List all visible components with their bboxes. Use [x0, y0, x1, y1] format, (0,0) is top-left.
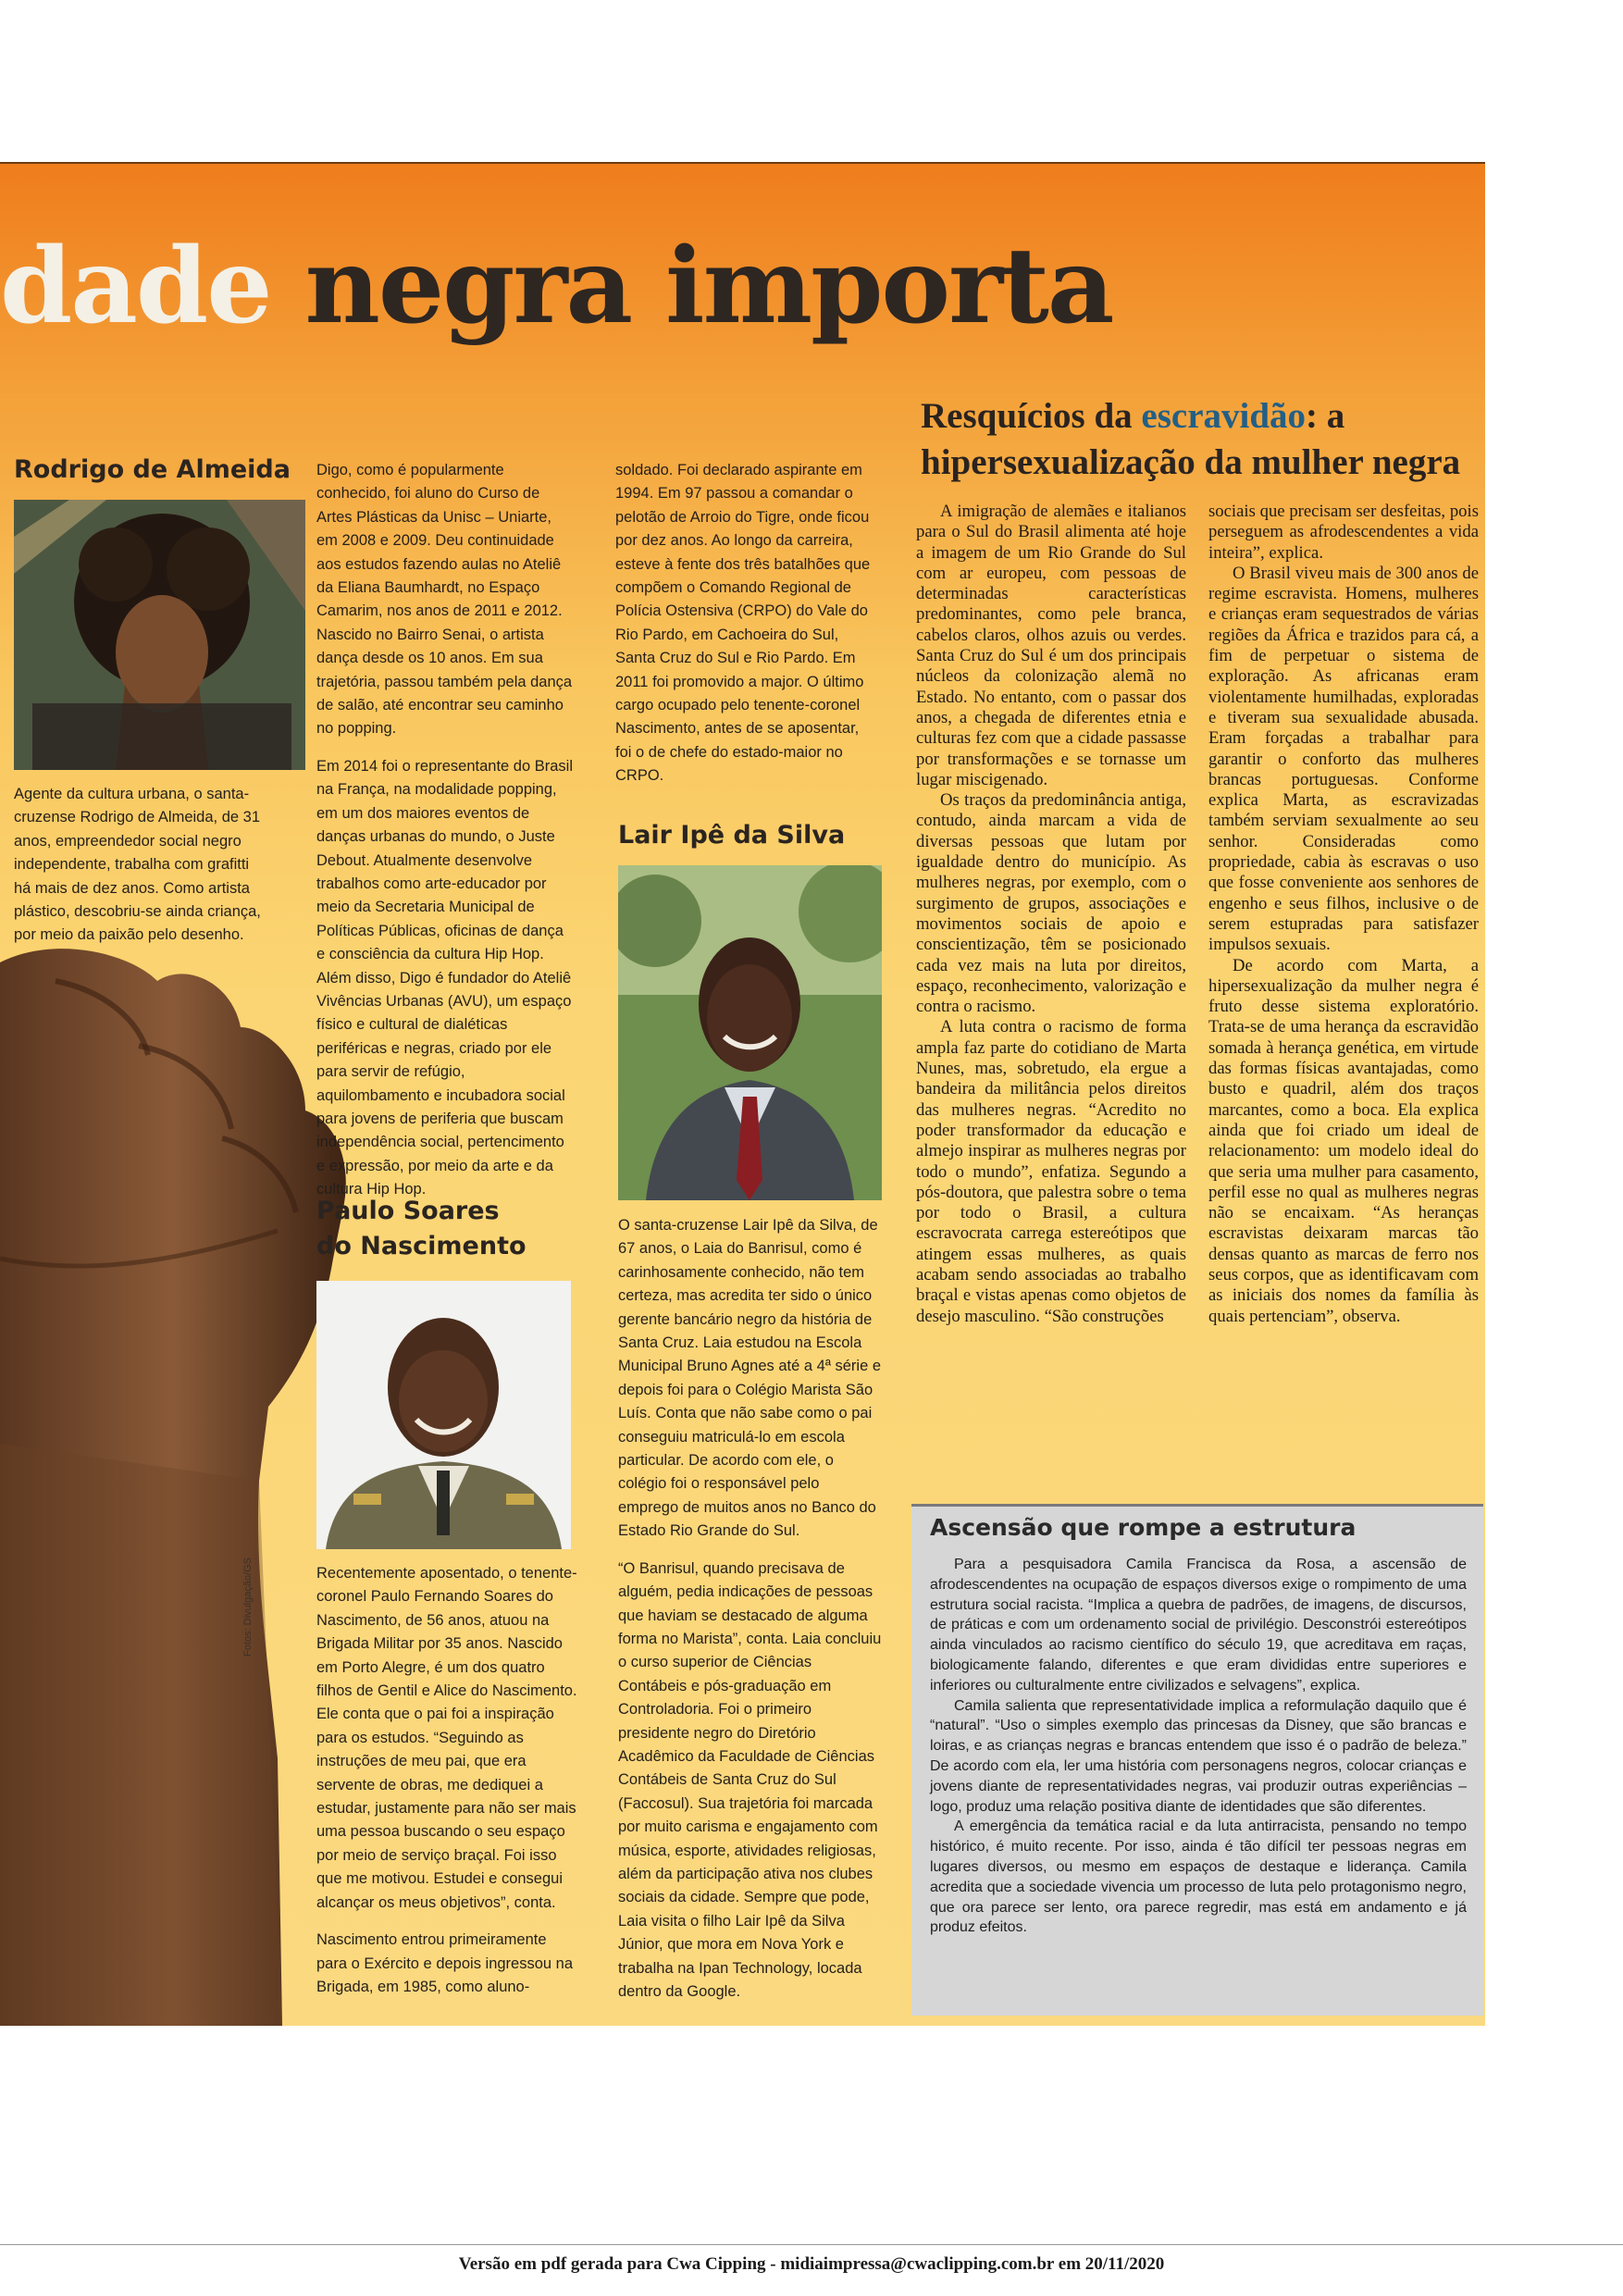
- paulo-name-heading: [316, 1194, 527, 1264]
- paulo-photo: [316, 1281, 571, 1549]
- sidebar-box: [911, 1504, 1483, 2016]
- article-paragraph: A luta contra o racismo de forma ampla faz parte do cotidiano de Marta Nunes, mas, sobretudo, ela ergue a bandeira da militância pelos direitos das mulheres negras. “Acredito no poder transformador da educação e almejo inspirar as mulheres negras por todo o mundo”, enfatiza. Segundo a pós-doutora, que palestra sobre o tema por todo o Brasil, a cultura escravocrata carrega estereótipos que atingem essas mulheres, as quais acabam sendo associadas ao trabalho braçal e vistas apenas como objetos de desejo masculino. “São construções: [916, 1017, 1186, 1326]
- rodrigo-name-heading: Rodrigo de Almeida: [14, 455, 291, 484]
- paulo-bio-continued: soldado. Foi declarado aspirante em 1994. Em 97 passou a comandar o pelotão de Arroio do Tigre, onde ficou por dez anos. Ao longo da carreira, esteve à fente dos três batalhões que compõem o Comando Regional de Polícia Ostensiva (CRPO) do Vale do Rio Pardo, em Cachoeira do Sul, Santa Cruz do Sul e Rio Pardo. Em 2011 foi promovido a major. O último cargo ocupado pelo tenente-coronel Nascimento, antes de se aposentar, foi o de chefe do estado-maior no CRPO.: [615, 462, 871, 785]
- headline-part-light: dade: [0, 226, 305, 347]
- lair-photo: [618, 865, 882, 1200]
- top-rule: [0, 162, 1485, 164]
- paulo-name-line1: Paulo Soares: [316, 1197, 500, 1225]
- lair-bio-paragraph: O santa-cruzense Lair Ipê da Silva, de 67 anos, o Laia do Banrisul, como é carinhosamente conhecido, não tem certeza, mas acredita ter sido o único gerente bancário negro da história de Santa Cruz. Laia estudou na Escola Municipal Bruno Agnes até a 4ª série e depois foi para o Colégio Marista São Luís. Conta que não sabe como o pai conseguiu matriculá-lo em escola particular. De acordo com ele, o colégio foi o responsável pelo emprego de muitos anos no Banco do Estado Rio Grande do Sul.: [618, 1217, 882, 1540]
- rodrigo-bio-paragraph: Digo, como é popularmente conhecido, foi aluno do Curso de Artes Plásticas da Unisc – Uniarte, em 2008 e 2009. Deu continuidade aos estudos fazendo aulas no Ateliê da Eliana Baumhardt, no Espaço Camarim, nos anos de 2011 e 2012. Nascido no Bairro Senai, o artista dança desde os 10 anos. Em sua trajetória, passou também pela dança de salão, até encontrar seu caminho no popping.: [316, 462, 573, 738]
- lair-bio-paragraph: “O Banrisul, quando precisava de alguém, pedia indicações de pessoas que haviam se destacado de alguma forma no Marista”, conta. Laia concluiu o curso superior de Ciências Contábeis e pós-graduação em Controladoria. Foi o primeiro presidente negro do Diretório Acadêmico da Faculdade de Ciências Contábeis de Santa Cruz do Sul (Faccosul). Sua trajetória foi marcada por muito carisma e engajamento com música, esporte, atividades religiosas, além da participação ativa nos clubes sociais da cidade. Sempre que pode, Laia visita o filho Lair Ipê da Silva Júnior, que mora em Nova York e trabalha na Ipan Technology, locada dentro da Google.: [618, 1559, 882, 2000]
- article-paragraph: De acordo com Marta, a hipersexualização da mulher negra é fruto desse sistema exploratório. Trata-se de uma herança da escravidão somada à herança genética, em virtude das formas físicas avantajadas, como busto e quadril, além dos traços marcantes, como a boca. Ela explica ainda que foi criado um ideal de relacionamento: um modelo ideal do que seria uma mulher para casamento, perfil esse no qual as mulheres negras não se encaixam. “As heranças escravistas deixaram marcas tão densas quanto as marcas de ferro nos seus corpos, que as identificavam com as iniciais dos nomes da família às quais pertenciam”, observa.: [1208, 955, 1479, 1326]
- article-paragraph: O Brasil viveu mais de 300 anos de regime escravista. Homens, mulheres e crianças eram sequestrados de várias regiões da África e trazidos para cá, a fim de perpetuar o sistema de exploração. As africanas eram violentamente humilhadas, exploradas e tiveram sua sexualidade abusada. Eram forçadas a trabalhar para garantir o conforto das mulheres brancas portuguesas. Conforme explica Marta, as escravizadas também serviam sexualmente ao seu senhor. Consideradas como propriedade, cabia às escravas o uso que fosse conveniente aos senhores de engenho e seus filhos, inclusive o de serem estupradas para satisfazer impulsos sexuais.: [1208, 563, 1479, 955]
- rodrigo-photo: [14, 500, 305, 770]
- paulo-bio: [316, 1562, 580, 2013]
- paulo-name-line2: do Nascimento: [316, 1232, 527, 1260]
- article-title-highlight: escravidão: [1141, 396, 1307, 436]
- rodrigo-caption: Agente da cultura urbana, o santa-cruzense Rodrigo de Almeida, de 31 anos, empreendedor social negro independente, trabalha com grafitti há mais de dez anos. Como artista plástico, descobriu-se ainda criança, por meio da paixão pelo desenho.: [14, 786, 261, 944]
- article-paragraph: Os traços da predominância antiga, contudo, ainda marcam a vida de diversas pessoas que lutam por igualdade dentro do município. As mulheres negras, por exemplo, com o surgimento de grupos, associações e movimentos sociais de apoio e conscientização, têm se posicionado cada vez mais na luta por direitos, espaço, reconhecimento, valorização e contra o racismo.: [916, 790, 1186, 1017]
- article-paragraph: sociais que precisam ser desfeitas, pois perseguem as afrodescendentes a vida inteira”, explica.: [1208, 502, 1479, 563]
- article-title-post: : a hipersexualização da mulher negra: [921, 396, 1461, 482]
- page-headline: [0, 222, 1481, 352]
- headline-part-dark: negra importa: [304, 226, 1113, 347]
- lair-bio: [618, 1214, 882, 2017]
- article-column-2: [1208, 502, 1479, 1327]
- sidebar-paragraph: Para a pesquisadora Camila Francisca da Rosa, a ascensão de afrodescendentes na ocupação de espaços diversos exige o rompimento de uma estrutura social racista. “Implica a quebra de padrões, de imagens, de discursos, de práticas e com um ordenamento social de privilégio. Desconstrói estereótipos ainda vinculados ao racismo científico do século 19, que acreditava em raças, biologicamente falando, diferentes e que eram divididas entre superiores e inferiores ou culturalmente entre civilizados e selvagens”, explica.: [930, 1557, 1467, 1694]
- article-title: [921, 393, 1485, 486]
- article-paragraph: A imigração de alemães e italianos para o Sul do Brasil alimenta até hoje a imagem de um Rio Grande do Sul com ar europeu, com pessoas de determinadas características predominantes, como pele branca, cabelos claros, olhos azuis ou verdes. Santa Cruz do Sul é um dos principais núcleos da colonização alemã no Estado. No entanto, com o passar dos anos, a chegada de diferentes etnia e culturas fez com que a cidade passasse por transformações e se tornasse um lugar miscigenado.: [916, 502, 1186, 789]
- sidebar-paragraph: A emergência da temática racial e da luta antirracista, pensando no tempo histórico, é muito recente. Por isso, ainda é tão difícil ter pessoas negras em lugares diversos, ou mesmo em espaços de destaque e liderança. Camila acredita que a sociedade vivencia um processo de luta pelo protagonismo negro, que ora parece ser lento, ora parece regredir, mas está em andamento e já produz efeitos.: [930, 1818, 1467, 1936]
- sidebar-paragraph: Camila salienta que representatividade implica a reformulação daquilo que é “natural”. “Uso o simples exemplo das princesas da Disney, que são brancas e loiras, e as crianças negras e brancas entendem que isso é o padrão de beleza.” De acordo com ela, ler uma história com personagens negros, colocar crianças e jovens diante de representatividades negras, vai produzir outras experiências – logo, produz uma relação positiva diante de identidades que são diferentes.: [930, 1697, 1467, 1815]
- lair-name-heading: Lair Ipê da Silva: [618, 821, 846, 850]
- photo-credit: Fotos: Divulgação/GS: [242, 1558, 254, 1657]
- sidebar-box-text: [930, 1555, 1467, 1938]
- rodrigo-bio-paragraph: Em 2014 foi o representante do Brasil na França, na modalidade popping, em um dos maiores eventos de danças urbanas do mundo, o Juste Debout. Atualmente desenvolve trabalhos como arte-educador por meio da Secretaria Municipal de Políticas Públicas, oficinas de dança e consciência da cultura Hip Hop. Além disso, Digo é fundador do Ateliê Vivências Urbanas (AVU), um espaço físico e cultural de dialéticas periféricas e negras, criado por ele para servir de refúgio, aquilombamento e incubadora social para jovens de periferia que buscam independência social, pertencimento e expressão, por meio da arte e da cultura Hip Hop.: [316, 757, 573, 1198]
- footer-rule: [0, 2244, 1623, 2245]
- footer-text: Versão em pdf gerada para Cwa Cipping - midiaimpressa@cwaclipping.com.br em 20/11/2020: [458, 2254, 1165, 2274]
- sidebar-box-title: Ascensão que rompe a estrutura: [930, 1514, 1357, 1541]
- article-title-pre: Resquícios da: [921, 396, 1142, 436]
- paulo-bio-paragraph: Recentemente aposentado, o tenente-coronel Paulo Fernando Soares do Nascimento, de 56 anos, atuou na Brigada Militar por 35 anos. Nascido em Porto Alegre, é um dos quatro filhos de Gentil e Alice do Nascimento. Ele conta que o pai foi a inspiração para os estudos. “Seguindo as instruções de meu pai, que era servente de obras, me dediquei a estudar, justamente para não ser mais uma pessoa buscando o seu espaço por meio de serviço braçal. Foi isso que me motivou. Estudei e consegui alcançar os meus objetivos”, conta.: [316, 1565, 577, 1911]
- article-column-1: [916, 502, 1186, 1327]
- rodrigo-bio: [316, 459, 576, 1216]
- paulo-bio-paragraph: Nascimento entrou primeiramente para o Exército e depois ingressou na Brigada, em 1985, como aluno-: [316, 1931, 574, 1995]
